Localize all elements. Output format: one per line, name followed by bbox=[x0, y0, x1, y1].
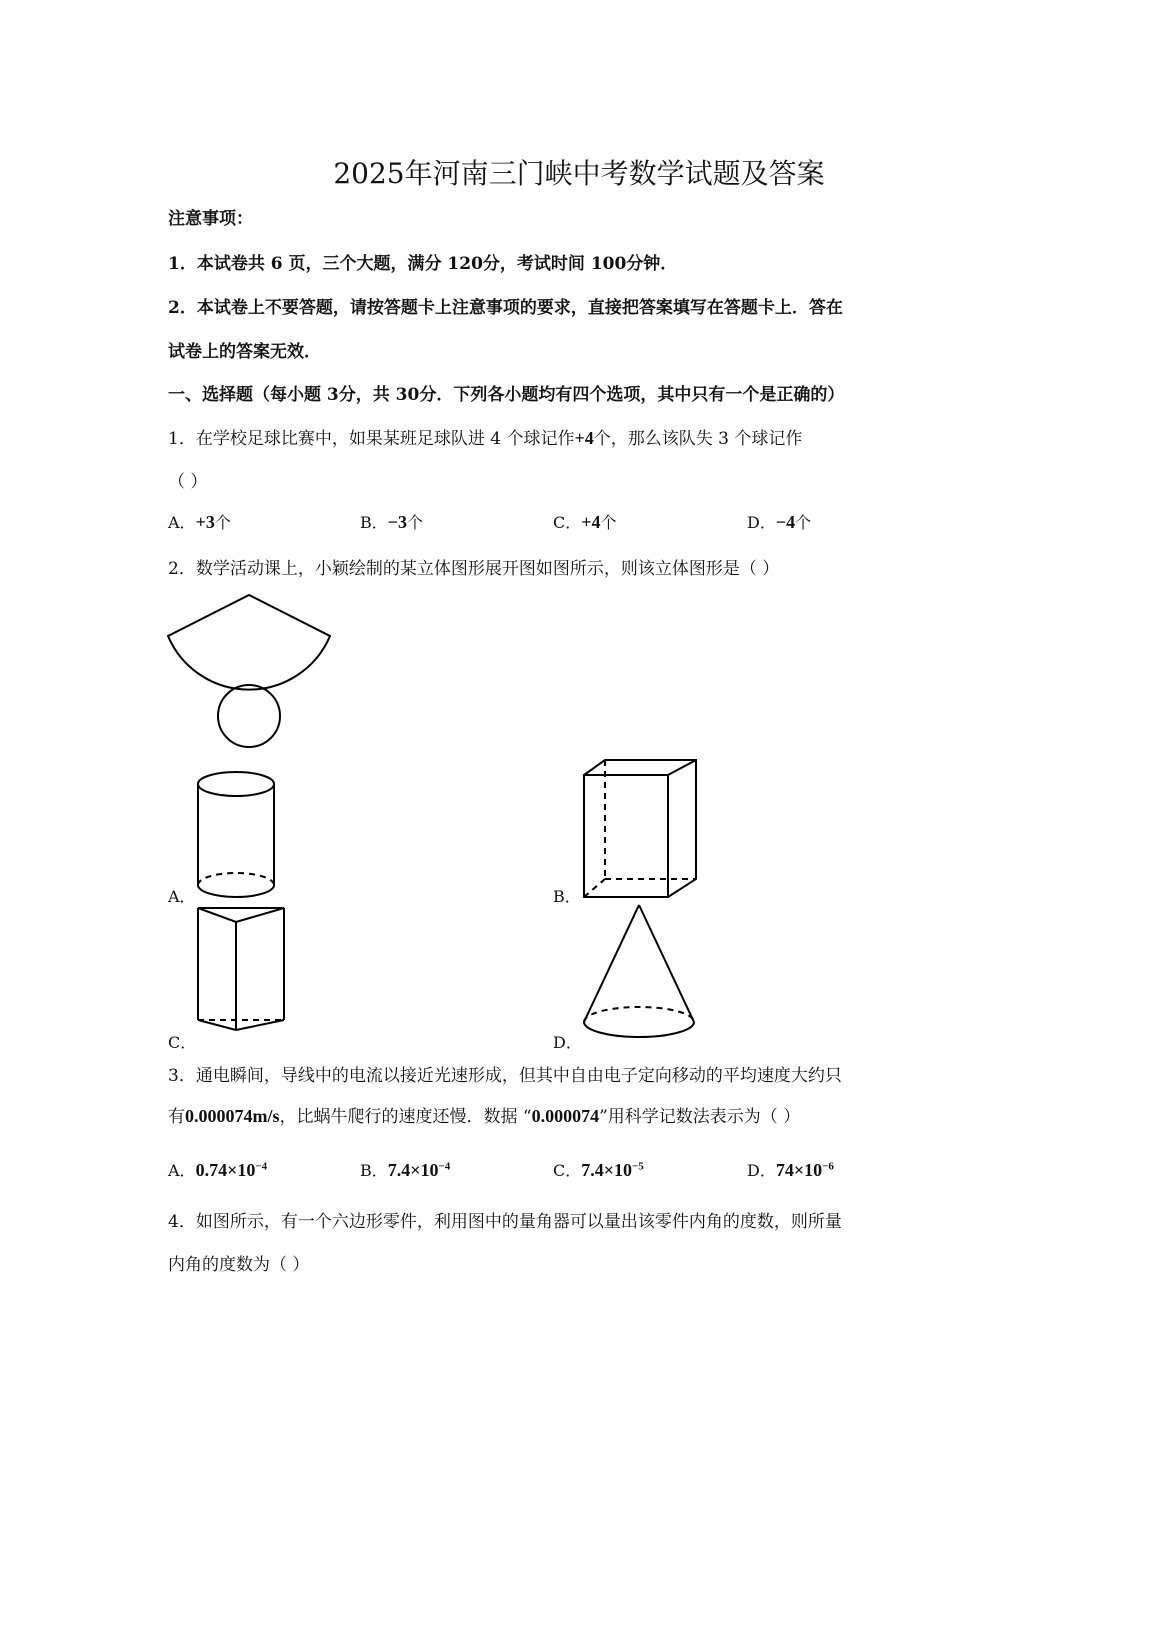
question-4-line2: 内角的度数为（ ） bbox=[168, 1255, 310, 1275]
q1-option-a bbox=[168, 510, 231, 533]
option-letter: D． bbox=[747, 513, 776, 532]
question-4-line1: 4．如图所示，有一个六边形零件，利用图中的量角器可以量出该零件内角的度数，则所量 bbox=[168, 1212, 842, 1232]
q3-text-c: ”用科学记数法表示为（ ） bbox=[599, 1107, 801, 1127]
q1-option-c bbox=[553, 510, 617, 533]
q2-option-d-letter: D． bbox=[553, 1033, 582, 1052]
q3-text-a: 有 bbox=[168, 1107, 185, 1127]
q3-option-a bbox=[168, 1158, 267, 1181]
option-base: 0.74×10 bbox=[195, 1160, 256, 1180]
q1-math: +4 bbox=[574, 428, 594, 448]
option-math: −3 bbox=[387, 512, 408, 532]
option-letter: C． bbox=[553, 513, 582, 532]
option-exponent: −4 bbox=[255, 1160, 268, 1173]
option-unit: 个 bbox=[795, 513, 812, 532]
q1-text-b: 个，那么该队失 3 个球记作 bbox=[593, 429, 803, 449]
cylinder-figure bbox=[190, 768, 285, 903]
cone-net-figure bbox=[160, 590, 340, 755]
q2-option-a-letter: A． bbox=[168, 887, 196, 906]
option-letter: D． bbox=[747, 1161, 776, 1180]
net-sector bbox=[168, 595, 330, 690]
section-heading: 一、选择题（每小题 3分，共 30分．下列各小题均有四个选项，其中只有一个是正确的） bbox=[168, 385, 845, 405]
rectangular-prism-figure bbox=[578, 755, 708, 905]
option-base: 7.4×10 bbox=[387, 1160, 439, 1180]
notice-heading: 注意事项： bbox=[168, 209, 253, 229]
cone-figure bbox=[578, 900, 703, 1045]
option-letter: B． bbox=[360, 1161, 388, 1180]
option-base: 7.4×10 bbox=[581, 1160, 633, 1180]
option-unit: 个 bbox=[214, 513, 231, 532]
q1-text-a: 1．在学校足球比赛中，如果某班足球队进 4 个球记作 bbox=[168, 429, 575, 449]
notice-item-1: 1．本试卷共 6 页，三个大题，满分 120分，考试时间 100分钟． bbox=[168, 254, 678, 274]
option-math: −4 bbox=[775, 512, 796, 532]
option-exponent: −4 bbox=[438, 1160, 451, 1173]
question-2-text: 2．数学活动课上，小颖绘制的某立体图形展开图如图所示，则该立体图形是（ ） bbox=[168, 559, 780, 579]
q1-answer-paren: （ ） bbox=[168, 472, 208, 492]
option-unit: 个 bbox=[407, 513, 424, 532]
q3-text-b: ，比蜗牛爬行的速度还慢．数据 “ bbox=[279, 1107, 532, 1127]
option-unit: 个 bbox=[600, 513, 617, 532]
q2-option-c-letter: C． bbox=[168, 1033, 197, 1052]
q1-option-b bbox=[360, 510, 423, 533]
question-3-line1: 3．通电瞬间，导线中的电流以接近光速形成，但其中自由电子定向移动的平均速度大约只 bbox=[168, 1066, 842, 1086]
q3-speed-value: 0.000074m/s bbox=[185, 1106, 280, 1126]
option-letter: B． bbox=[360, 513, 388, 532]
option-math: +3 bbox=[195, 512, 215, 532]
q3-data-value: 0.000074 bbox=[531, 1106, 600, 1126]
option-base: 74×10 bbox=[775, 1160, 823, 1180]
option-letter: A． bbox=[168, 1161, 196, 1180]
option-math: +4 bbox=[581, 512, 601, 532]
q3-option-d bbox=[747, 1158, 834, 1181]
q3-option-b bbox=[360, 1158, 450, 1181]
page-title: 2025年河南三门峡中考数学试题及答案 bbox=[333, 157, 825, 190]
triangular-prism-figure bbox=[190, 900, 290, 1035]
q1-option-d bbox=[747, 510, 811, 533]
option-letter: C． bbox=[553, 1161, 582, 1180]
question-3-line2 bbox=[168, 1102, 800, 1127]
question-1-text bbox=[168, 424, 802, 449]
option-letter: A． bbox=[168, 513, 196, 532]
notice-item-2-line1: 2．本试卷上不要答题，请按答题卡上注意事项的要求，直接把答案填写在答题卡上．答在 bbox=[168, 298, 843, 318]
option-exponent: −6 bbox=[822, 1160, 834, 1173]
net-circle bbox=[218, 685, 280, 747]
notice-item-2-line2: 试卷上的答案无效． bbox=[168, 342, 321, 362]
q2-option-b-letter: B． bbox=[553, 887, 581, 906]
q3-option-c bbox=[553, 1158, 644, 1181]
option-exponent: −5 bbox=[632, 1160, 644, 1173]
